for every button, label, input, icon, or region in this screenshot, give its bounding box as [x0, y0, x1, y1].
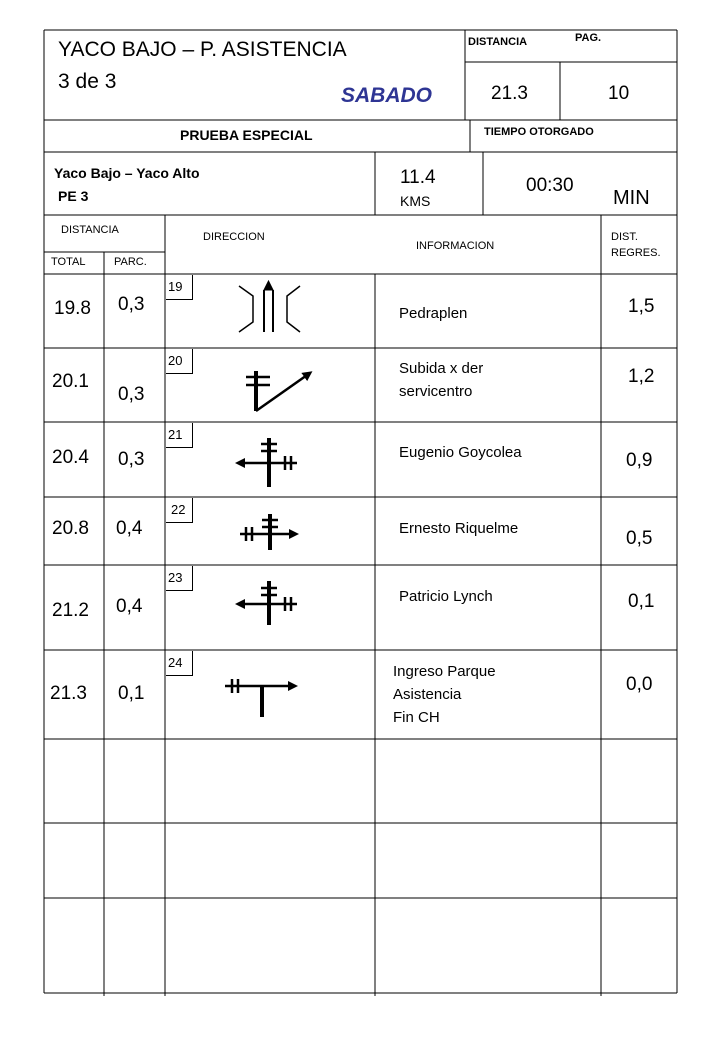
- total-distance: 19.8: [54, 298, 91, 319]
- partial-distance: 0,4: [116, 518, 143, 539]
- remaining-column-header: DIST.: [611, 231, 638, 243]
- total-distance: 20.4: [52, 447, 89, 468]
- info-text: Patricio Lynch: [399, 588, 493, 605]
- info-text: Pedraplen: [399, 305, 468, 322]
- reference-number: 24: [168, 655, 183, 670]
- total-distance: 20.8: [52, 518, 89, 539]
- reference-number: 22: [171, 502, 186, 517]
- info-text: Ernesto Riquelme: [399, 520, 519, 537]
- bear-right-icon: [246, 371, 310, 411]
- remaining-distance: 0,0: [626, 674, 653, 695]
- remaining-distance: 0,9: [626, 450, 653, 471]
- stage-distance-unit: KMS: [400, 193, 431, 209]
- turn-left-icon: [238, 438, 297, 487]
- partial-distance: 0,4: [116, 596, 143, 617]
- info-text: Ingreso Parque: [393, 663, 496, 680]
- turn-left-icon: [238, 581, 297, 625]
- partial-column-header: PARC.: [114, 256, 147, 268]
- info-text: Fin CH: [393, 709, 440, 726]
- remaining-column-header-line2: REGRES.: [611, 247, 661, 259]
- route-title: YACO BAJO – P. ASISTENCIA: [58, 38, 347, 61]
- stage-code: PE 3: [58, 188, 89, 204]
- remaining-distance: 1,5: [628, 296, 655, 317]
- total-distance: 21.2: [52, 600, 89, 621]
- info-text: Asistencia: [393, 686, 462, 703]
- remaining-distance: 0,1: [628, 591, 655, 612]
- day-label: SABADO: [341, 84, 433, 107]
- direction-column-header: DIRECCION: [203, 231, 265, 243]
- page-header-label: PAG.: [575, 32, 602, 44]
- info-text: Subida x der: [399, 360, 484, 377]
- partial-distance: 0,1: [118, 683, 145, 704]
- straight-between-walls-icon: [239, 281, 300, 332]
- stage-name: Yaco Bajo – Yaco Alto: [54, 165, 200, 181]
- t-junction-right-icon: [225, 679, 295, 717]
- distance-column-header: DISTANCIA: [61, 224, 119, 236]
- distance-value: 21.3: [491, 83, 528, 104]
- page-counter: 3 de 3: [58, 70, 117, 93]
- distance-header-label: DISTANCIA: [468, 36, 528, 48]
- reference-number: 23: [168, 570, 183, 585]
- stage-distance: 11.4: [400, 167, 436, 188]
- time-value: 00:30: [526, 175, 574, 196]
- total-distance: 21.3: [50, 683, 87, 704]
- partial-distance: 0,3: [118, 384, 145, 405]
- time-allowed-label: TIEMPO OTORGADO: [484, 126, 594, 138]
- information-column-header: INFORMACION: [416, 240, 495, 252]
- reference-number: 20: [168, 353, 183, 368]
- total-distance: 20.1: [52, 371, 89, 392]
- special-stage-label: PRUEBA ESPECIAL: [180, 127, 313, 143]
- partial-distance: 0,3: [118, 449, 145, 470]
- total-column-header: TOTAL: [51, 256, 86, 268]
- reference-number: 21: [168, 427, 183, 442]
- partial-distance: 0,3: [118, 294, 145, 315]
- remaining-distance: 0,5: [626, 528, 653, 549]
- turn-right-icon: [240, 514, 296, 550]
- info-text: servicentro: [399, 383, 473, 400]
- page-number: 10: [608, 83, 630, 104]
- remaining-distance: 1,2: [628, 366, 655, 387]
- time-unit: MIN: [613, 187, 650, 209]
- reference-number: 19: [168, 279, 183, 294]
- info-text: Eugenio Goycolea: [399, 444, 522, 461]
